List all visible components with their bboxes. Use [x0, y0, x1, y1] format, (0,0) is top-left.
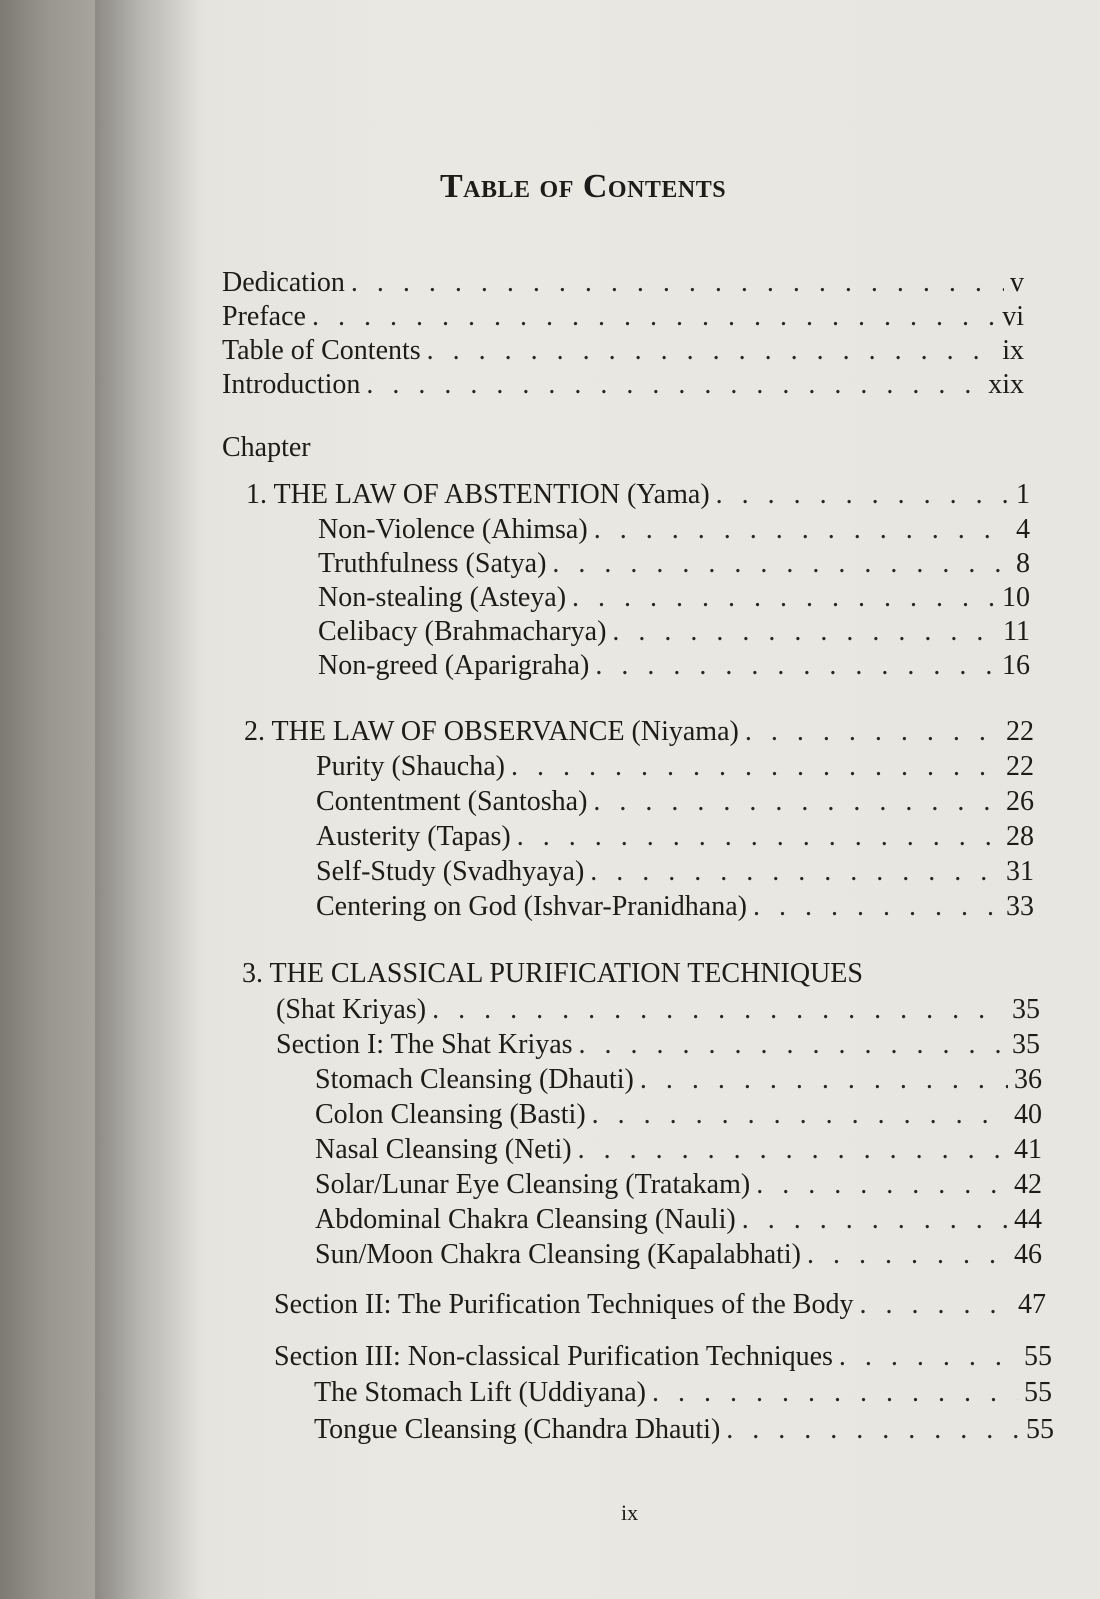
toc-subentry	[318, 513, 1030, 547]
toc-entry-label: Preface	[222, 301, 306, 332]
leader-dots	[517, 820, 1000, 854]
page-title: Table of Contents	[440, 168, 727, 205]
toc-entry-dedication	[222, 266, 1024, 300]
toc-subentry	[315, 1133, 1042, 1167]
toc-subentry	[316, 785, 1034, 819]
toc-subentry	[315, 1238, 1042, 1272]
toc-entry-label: The Stomach Lift (Uddiyana)	[314, 1377, 647, 1408]
leader-dots	[716, 478, 1010, 512]
toc-entry-label: Celibacy (Brahmacharya)	[318, 616, 607, 647]
gutter-shadow	[95, 0, 205, 1599]
toc-entry-page: 42	[1014, 1169, 1042, 1200]
toc-entry-label: Solar/Lunar Eye Cleansing (Tratakam)	[315, 1169, 751, 1200]
section-page: 35	[1012, 1029, 1040, 1060]
chapter-page: 1	[1016, 479, 1030, 510]
leader-dots	[366, 368, 982, 402]
toc-subentry	[315, 1098, 1042, 1132]
toc-subentry	[316, 820, 1034, 854]
toc-subentry	[318, 547, 1030, 581]
page-gutter	[0, 0, 95, 1599]
toc-entry-page: 22	[1006, 751, 1034, 782]
chapter-subtitle: (Shat Kriyas)	[276, 994, 427, 1025]
toc-entry-page: 11	[1003, 616, 1030, 647]
leader-dots	[756, 1168, 1008, 1202]
toc-entry-label: Truthfulness (Satya)	[318, 548, 547, 579]
leader-dots	[640, 1063, 1008, 1097]
toc-subentry	[318, 649, 1030, 683]
toc-entry-label: Colon Cleansing (Basti)	[315, 1099, 586, 1130]
leader-dots	[312, 300, 996, 334]
toc-entry-introduction	[222, 368, 1024, 402]
chapter-3-title: 3. THE CLASSICAL PURIFICATION TECHNIQUES	[242, 958, 863, 989]
toc-entry-label: Stomach Cleansing (Dhauti)	[315, 1064, 634, 1095]
toc-entry-label: Centering on God (Ishvar-Pranidhana)	[316, 891, 747, 922]
toc-entry-label: Non-Violence (Ahimsa)	[318, 514, 588, 545]
toc-entry-label: Austerity (Tapas)	[316, 821, 511, 852]
toc-subentry	[316, 855, 1034, 889]
leader-dots	[572, 581, 996, 615]
toc-entry-label: Non-stealing (Asteya)	[318, 582, 567, 613]
chapter-3-entry	[276, 993, 1040, 1027]
leader-dots	[593, 785, 1000, 819]
section-entry	[276, 1028, 1040, 1062]
leader-dots	[839, 1340, 1018, 1374]
leader-dots	[592, 1098, 1008, 1132]
toc-entry-page: vi	[1002, 301, 1024, 332]
leader-dots	[351, 266, 1004, 300]
toc-entry-page: ix	[1002, 335, 1024, 366]
toc-entry-page: 41	[1014, 1134, 1042, 1165]
chapter-page: 22	[1006, 716, 1034, 747]
toc-entry-label: Purity (Shaucha)	[316, 751, 505, 782]
toc-entry-label: Table of Contents	[222, 335, 421, 366]
toc-entry-table-of-contents	[222, 334, 1024, 368]
section-page: 55	[1024, 1341, 1052, 1372]
toc-subentry	[315, 1063, 1042, 1097]
toc-entry-page: 26	[1006, 786, 1034, 817]
toc-subentry	[318, 581, 1030, 615]
toc-entry-label: Nasal Cleansing (Neti)	[315, 1134, 572, 1165]
chapter-heading: Chapter	[222, 432, 311, 463]
chapter-title: 2. THE LAW OF OBSERVANCE (Niyama)	[244, 716, 739, 747]
leader-dots	[427, 334, 997, 368]
toc-entry-label: Abdominal Chakra Cleansing (Nauli)	[315, 1204, 736, 1235]
toc-entry-page: 46	[1014, 1239, 1042, 1270]
toc-subentry	[314, 1376, 1052, 1410]
toc-entry-label: Introduction	[222, 369, 361, 400]
leader-dots	[859, 1288, 1012, 1322]
toc-entry-page: 28	[1006, 821, 1034, 852]
page-number: ix	[621, 1500, 639, 1525]
toc-entry-label: Sun/Moon Chakra Cleansing (Kapalabhati)	[315, 1239, 802, 1270]
toc-entry-page: 40	[1014, 1099, 1042, 1130]
leader-dots	[511, 750, 1000, 784]
toc-entry-page: 16	[1002, 650, 1030, 681]
chapter-2-entry	[244, 715, 1034, 749]
toc-entry-page: 36	[1014, 1064, 1042, 1095]
toc-entry-page: 4	[1016, 514, 1030, 545]
toc-entry-label: Non-greed (Aparigraha)	[318, 650, 590, 681]
leader-dots	[807, 1238, 1008, 1272]
section-entry	[274, 1288, 1046, 1322]
toc-entry-page: 44	[1014, 1204, 1042, 1235]
leader-dots	[612, 615, 997, 649]
toc-entry-label: Contentment (Santosha)	[316, 786, 588, 817]
chapter-page: 35	[1012, 994, 1040, 1025]
toc-entry-label: Dedication	[222, 267, 345, 298]
toc-subentry	[318, 615, 1030, 649]
leader-dots	[590, 855, 1000, 889]
toc-entry-label: Self-Study (Svadhyaya)	[316, 856, 585, 887]
toc-entry-page: v	[1010, 267, 1024, 298]
leader-dots	[726, 1413, 1020, 1447]
leader-dots	[595, 649, 996, 683]
toc-entry-page: 55	[1024, 1377, 1052, 1408]
leader-dots	[753, 890, 1000, 924]
leader-dots	[594, 513, 1010, 547]
toc-entry-preface	[222, 300, 1024, 334]
toc-subentry	[314, 1413, 1054, 1447]
toc-subentry	[316, 750, 1034, 784]
section-label: Section I: The Shat Kriyas	[276, 1029, 573, 1060]
leader-dots	[742, 1203, 1008, 1237]
toc-entry-label: Tongue Cleansing (Chandra Dhauti)	[314, 1414, 721, 1445]
chapter-1-entry	[246, 478, 1030, 512]
leader-dots	[579, 1028, 1006, 1062]
section-page: 47	[1018, 1289, 1046, 1320]
toc-entry-page: 55	[1026, 1414, 1054, 1445]
leader-dots	[552, 547, 1010, 581]
toc-subentry	[316, 890, 1034, 924]
leader-dots	[652, 1376, 1018, 1410]
leader-dots	[745, 715, 1000, 749]
leader-dots	[432, 993, 1006, 1027]
section-label: Section II: The Purification Techniques of the Body	[274, 1289, 854, 1320]
toc-entry-page: xix	[988, 369, 1024, 400]
toc-subentry	[315, 1168, 1042, 1202]
toc-entry-page: 31	[1006, 856, 1034, 887]
leader-dots	[578, 1133, 1008, 1167]
section-entry	[274, 1340, 1052, 1374]
toc-entry-page: 10	[1002, 582, 1030, 613]
toc-entry-page: 33	[1006, 891, 1034, 922]
chapter-title: 1. THE LAW OF ABSTENTION (Yama)	[246, 479, 710, 510]
toc-subentry	[315, 1203, 1042, 1237]
toc-entry-page: 8	[1016, 548, 1030, 579]
section-label: Section III: Non-classical Purification Techniques	[274, 1341, 833, 1372]
